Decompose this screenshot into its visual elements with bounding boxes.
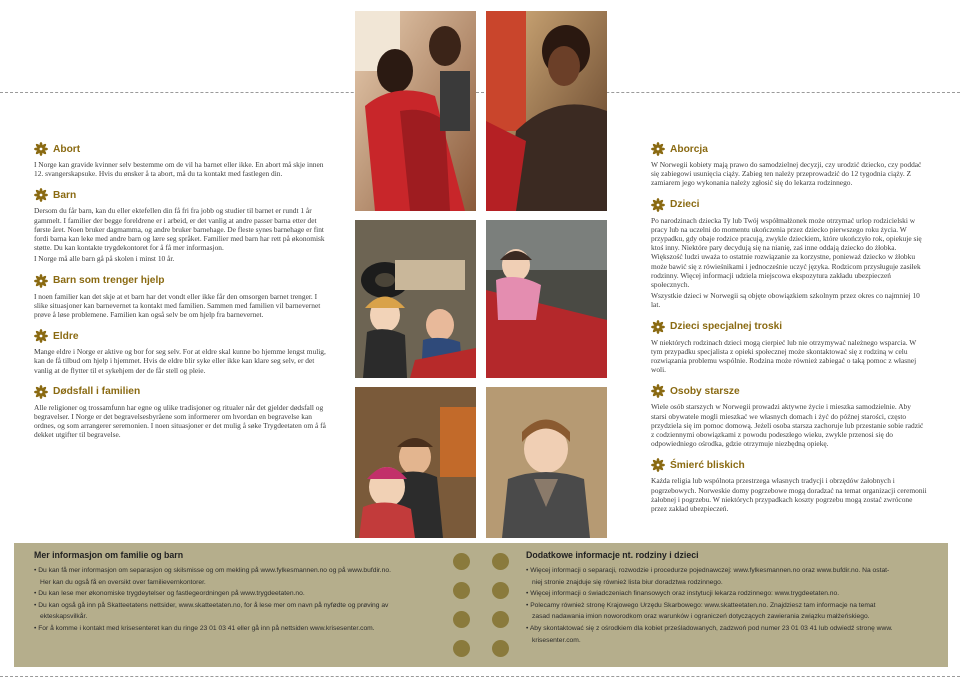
leaf-icon	[34, 329, 48, 343]
photo-children-tires	[355, 220, 476, 378]
section-paragraph: Wiele osób starszych w Norwegii prowadzi aktywne życie i mieszka samodzielnie. Aby starsi obywatele mogli mieszkać we własnych domach i żyć do późnej starości, często przydziela się im pomoc domową. Jeżeli osoba starsza zachoruje lub przestanie sobie radzić z codziennymi obowiązkami z powodu podeszłego wieku, zwykle przenosi się do odpowiedniego ośrodka, gdzie otrzymuje niezbędną opiekę.	[651, 402, 924, 449]
section-title: Dødsfall i familien	[53, 386, 141, 398]
left-section	[34, 142, 326, 178]
left-section	[34, 385, 326, 440]
info-polish-title: Dodatkowe informacje nt. rodziny i dzieci	[526, 550, 699, 560]
info-list-item: • Du kan lese mer økonomiske trygdeytelser og fastlegeordningen på www.trygdeetaten.no.	[34, 590, 305, 598]
info-list-item: • Du kan også gå inn på Skatteetatens nettsider, www.skatteetaten.no, for å lese mer om navn på nyfødte og prøving av	[34, 601, 389, 609]
left-heading	[34, 385, 326, 399]
leaf-icon	[34, 142, 48, 156]
leaf-icon	[34, 385, 48, 399]
section-paragraph: W Norwegii kobiety mają prawo do samodzielnej decyzji, czy urodzić dziecko, czy poddać się zabiegowi usunięcia ciąży. Zabieg ten należy przeprowadzić do 12 tygodnia ciąży. Z zamiarem jego wykonania należy zgłosić się do lekarza rodzinnego.	[651, 160, 922, 188]
leaf-icon	[651, 458, 665, 472]
info-list-item: krisesenter.com.	[532, 636, 581, 644]
section-paragraph: Dersom du får barn, kan du eller ektefellen din få fri fra jobb og studier til barnet er rundt 1 år gammelt. I familier der begge foreldrene er i arbeid, er det vanlig at andre passer barna etter det første året. Noen bruker dagmamma, og andre bruker barnehage. De fleste synes barnehage er fint fordi barna kan leke med andre barn og lære seg språket. Familier med barn har rett på økonomisk støtte. Du kan kontakte trygdekontoret for å få mer informasjon.	[34, 206, 325, 253]
right-text-column	[651, 142, 927, 523]
right-heading	[651, 384, 927, 398]
leaf-icon	[651, 198, 665, 212]
decor-dot	[492, 553, 509, 570]
section-title: Barn	[53, 189, 77, 201]
decor-dot	[453, 611, 470, 628]
left-section	[34, 274, 326, 320]
left-section	[34, 329, 326, 375]
right-heading	[651, 458, 927, 472]
section-paragraph: I Norge kan gravide kvinner selv bestemme om de vil ha barnet eller ikke. En abort må skje innen 12. svangerskapsuke. Hvis du ønsker å ta abort, må du ta kontakt med fastlegen din.	[34, 160, 324, 179]
info-norwegian	[34, 550, 454, 635]
decor-dot	[453, 553, 470, 570]
fold-line-bottom	[0, 676, 960, 677]
right-section	[651, 458, 927, 513]
info-band	[14, 543, 948, 667]
info-norwegian-title: Mer informasjon om familie og barn	[34, 550, 184, 560]
photo-smiling-child	[486, 387, 607, 538]
section-paragraph: I noen familier kan det skje at et barn har det vondt eller ikke får den omsorgen barnet trenger. I slike situasjoner kan barnevernet ta kontakt med familien. Sammen med familien vil barnevernet prøve å løse problemene. Familien kan også selv be om hjelp fra barnevernet.	[34, 291, 321, 320]
photo-child-red-slide	[486, 220, 607, 378]
decor-dot	[492, 582, 509, 599]
fold-line-top	[0, 92, 960, 93]
info-list-item: • Du kan få mer informasjon om separasjon og skilsmisse og om mekling på www.fylkesmannen.no og på www.bufdir.no.	[34, 567, 391, 574]
section-paragraph: Alle religioner og trossamfunn har egne og ulike tradisjoner og ritualer når det gjelder dødsfall og begravelser. I Norge er det begravelsesbyråene som informerer om hvordan en begravelse kan ordnes, og som arrangerer seremonien. I noen situasjoner er det mulig å søke Trygdeetaten om å få dekket utgifter til begravelse.	[34, 402, 326, 440]
photo-woman-helping	[486, 11, 607, 211]
info-list-item: • For å komme i kontakt med krisesenteret kan du ringe 23 01 03 41 eller gå inn på nettsiden www.krisesenter.com.	[34, 624, 375, 632]
decor-dot	[453, 582, 470, 599]
right-heading	[651, 142, 927, 156]
leaf-icon	[34, 274, 48, 288]
section-paragraph: Każda religia lub wspólnota przestrzega własnych tradycji i obrzędów żałobnych i pogrzebowych. Norweskie domy pogrzebowe mogą doradzać na temat organizacji ceremonii żałobnej i pogrzebu. W niektórych przypadkach koszty pogrzebu mogą zostać zwrócone przez zakład ubezpieczeń.	[651, 476, 927, 514]
left-section	[34, 188, 326, 263]
section-title: Śmierć bliskich	[670, 459, 745, 471]
section-paragraph: Mange eldre i Norge er aktive og bor for seg selv. For at eldre skal kunne bo hjemme lengst mulig, kan de få tilbud om hjelp i hjemmet. Hvis de eldre blir syke eller ikke kan klare seg selv, er det vanlig at de flytter til et sykehjem der de får stell og pleie.	[34, 347, 326, 375]
section-paragraph: W niektórych rodzinach dzieci mogą cierpieć lub nie otrzymywać należnego wsparcia. W tym przypadku specjalista z opieki społecznej może skontaktować się z rodziną w celu rozwiązania problemu wspólnie. Rodzina może również zabiegać o taką pomoc z własnej woli.	[651, 337, 917, 375]
right-heading	[651, 320, 927, 334]
right-section	[651, 198, 927, 310]
info-list-item: zasad nadawania imion noworodkom oraz warunków i ograniczeń dotyczących zawierania związku małżeńskiego.	[532, 613, 870, 621]
section-title: Eldre	[53, 330, 79, 342]
left-heading	[34, 142, 326, 156]
info-list-item: Her kan du også få en oversikt over familievernkontorer.	[40, 578, 206, 586]
section-title: Dzieci specjalnej troski	[670, 321, 783, 333]
leaf-icon	[34, 188, 48, 202]
section-title: Osoby starsze	[670, 385, 740, 397]
info-list-item: niej stronie znajduje się również lista biur doradztwa rodzinnego.	[532, 578, 723, 586]
section-paragraph: I Norge må alle barn gå på skolen i minst 10 år.	[34, 254, 175, 264]
leaf-icon	[651, 142, 665, 156]
left-heading	[34, 274, 326, 288]
info-norwegian-list	[34, 565, 454, 635]
info-list-item: • Więcej informacji o separacji, rozwodzie i procedurze pojednawczej: www.fylkesmannen.no oraz www.bufdir.no. Na ostat-	[526, 567, 890, 574]
left-heading	[34, 188, 326, 202]
info-list-item: • Aby skontaktować się z ośrodkiem dla kobiet prześladowanych, zadzwoń pod numer 23 01 03 41 lub odwiedź stronę www.	[526, 624, 893, 632]
left-heading	[34, 329, 326, 343]
section-title: Abort	[53, 143, 81, 155]
info-list-item: • Więcej informacji o świadczeniach finansowych oraz instytucji lekarza rodzinnego: www.trygdeetaten.no.	[526, 590, 840, 598]
photo-girl-red-jacket	[355, 11, 476, 211]
right-section	[651, 320, 927, 375]
info-list-item: ekteskapsvilkår.	[40, 613, 88, 621]
section-title: Barn som trenger hjelp	[53, 275, 165, 287]
section-title: Aborcja	[670, 143, 708, 155]
leaf-icon	[651, 320, 665, 334]
info-polish	[526, 550, 938, 646]
decor-dot	[492, 640, 509, 657]
right-heading	[651, 198, 927, 212]
info-polish-list	[526, 565, 938, 646]
left-text-column	[34, 142, 326, 450]
right-section	[651, 384, 927, 448]
leaf-icon	[651, 384, 665, 398]
section-title: Dzieci	[670, 199, 700, 211]
photo-two-children	[355, 387, 476, 538]
info-list-item: • Polecamy również stronę Krajowego Urzędu Skarbowego: www.skatteetaten.no. Znajdziesz tam informacje na temat	[526, 601, 876, 609]
section-paragraph: Po narodzinach dziecka Ty lub Twój współmałżonek może otrzymać urlop rodzicielski w pracy lub na uczelni do momentu ukończenia przez dziecko pierwszego roku życia. W przypadku, gdy obaje rodzice pracują, zwykle dzieckiem, które ukończyło rok, opiekuje się ktoś inny. Niektóre pary decydują się na nianię, zaś inne oddają dziecko do żłobka. Większość ludzi uważa to ostatnie rozwiązanie za korzystne, ponieważ dziecko w żłobku może bawić się z rówieśnikami i jednocześnie uczyć języka. Rodzicom przysługuje zasiłek rodzinny. Więcej informacji udziela miejscowa ekspozytura zakładu ubezpieczeń społecznych.	[651, 215, 922, 290]
section-paragraph: Wszystkie dzieci w Norwegii są objęte obowiązkiem szkolnym przez okres co najmniej 10 lat.	[651, 291, 920, 310]
decor-dot	[453, 640, 470, 657]
decor-dot	[492, 611, 509, 628]
right-section	[651, 142, 927, 188]
